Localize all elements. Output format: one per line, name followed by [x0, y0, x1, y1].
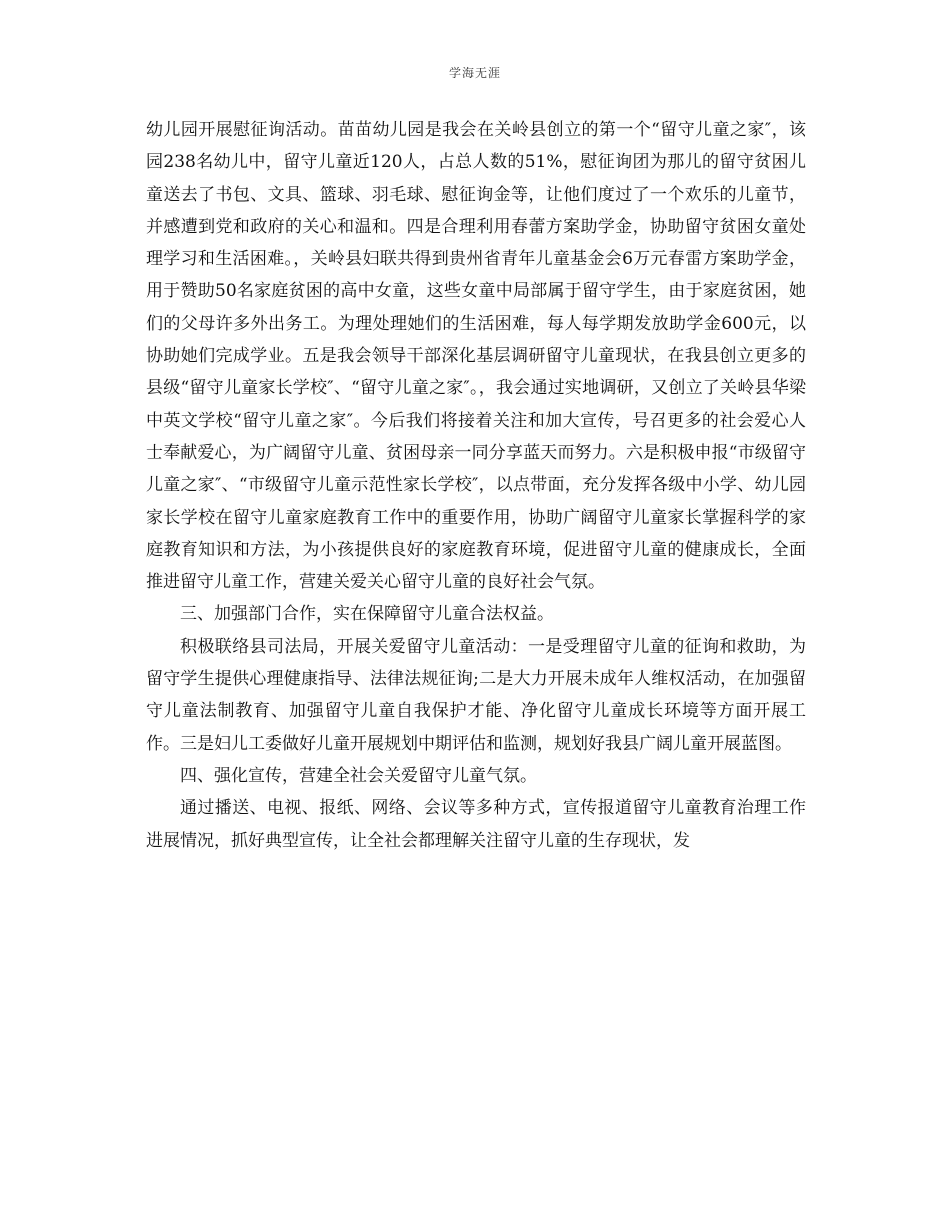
paragraph-publicity: 通过播送、电视、报纸、网络、会议等多种方式，宣传报道留守儿童教育治理工作进展情况，抓好典型宣传，让全社会都理解关注留守儿童的生存现状，发: [146, 798, 806, 851]
paragraph-judicial-cooperation: 积极联络县司法局，开展关爱留守儿童活动：一是受理留守儿童的征询和救助，为留守学生提供心理健康指导、法律法规征询;二是大力开展未成年人维权活动，在加强留守儿童法制教育、加强留守儿童自我保护才能、净化留守儿童成长环境等方面开展工作。三是妇儿工委做好儿童开展规划中期评估和监测，规划好我县广阔儿童开展蓝图。: [146, 636, 806, 754]
section-heading-3: 三、加强部门合作，实在保障留守儿童合法权益。: [180, 604, 554, 625]
page-header: 学海无涯: [448, 66, 501, 80]
section-heading-4: 四、强化宣传，营建全社会关爱留守儿童气氛。: [180, 765, 537, 786]
paragraph-continuation: 幼儿园开展慰征询活动。苗苗幼儿园是我会在关岭县创立的第一个“留守儿童之家″，该园238名幼儿中，留守儿童近120人，占总人数的51%，慰征询团为那儿的留守贫困儿童送去了书包、文具、篮球、羽毛球、慰征询金等，让他们度过了一个欢乐的儿童节，并感遭到党和政府的关心和温和。四是合理利用春蕾方案助学金，协助留守贫困女童处理学习和生活困难。，关岭县妇联共得到贵州省青年儿童基金会6万元春雷方案助学金，用于赞助50名家庭贫困的高中女童，这些女童中局部属于留守学生，由于家庭贫困，她们的父母许多外出务工。为理处理她们的生活困难，每人每学期发放助学金600元，以协助她们完成学业。五是我会领导干部深化基层调研留守儿童现状，在我县创立更多的县级“留守儿童家长学校″、“留守儿童之家″。，我会通过实地调研，又创立了关岭县华梁中英文学校“留守儿童之家″。今后我们将接着关注和加大宣传，号召更多的社会爱心人士奉献爱心，为广阔留守儿童、贫困母亲一同分享蓝天而努力。六是积极申报“市级留守儿童之家″、“市级留守儿童示范性家长学校″，以点带面，充分发挥各级中小学、幼儿园家长学校在留守儿童家庭教育工作中的重要作用，协助广阔留守儿童家长掌握科学的家庭教育知识和方法，为小孩提供良好的家庭教育环境，促进留守儿童的健康成长，全面推进留守儿童工作，营建关爱关心留守儿童的良好社会气氛。: [146, 120, 806, 593]
document-body: [146, 114, 806, 857]
